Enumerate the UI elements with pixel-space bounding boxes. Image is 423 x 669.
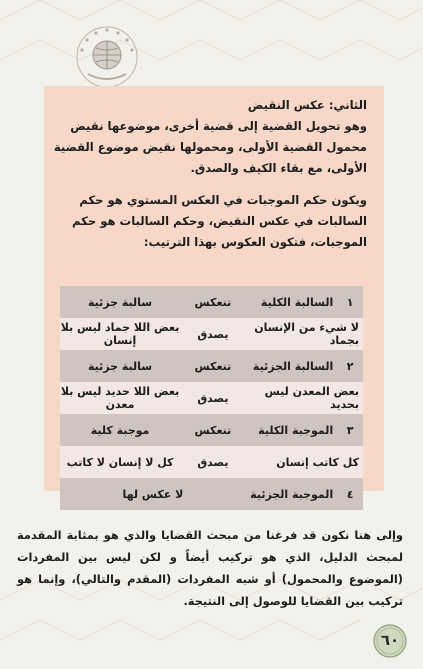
conversion-result: سالبة جزئية xyxy=(60,350,180,382)
contraposition-table xyxy=(60,286,363,510)
conversion-verb: تنعكس xyxy=(180,350,246,382)
table-row xyxy=(60,350,363,382)
table-row xyxy=(60,318,363,350)
validity-verb: يصدق xyxy=(180,318,246,350)
conversion-verb: تنعكس xyxy=(180,286,246,318)
table-row xyxy=(60,446,363,478)
page-number: ٦٠ xyxy=(380,631,400,649)
example-proposition: بعض المعدن ليس بحديد xyxy=(246,382,363,414)
example-result: بعض اللا جماد ليس بلا إنسان xyxy=(60,318,180,350)
example-proposition: كل كاتب إنسان xyxy=(246,446,363,478)
proposition-type: الموجبة الجزئية xyxy=(246,478,337,510)
validity-verb: يصدق xyxy=(180,382,246,414)
row-number: ١ xyxy=(337,286,363,318)
proposition-type: الموجبة الكلية xyxy=(246,414,337,446)
proposition-type: السالبة الكلية xyxy=(246,286,337,318)
table-row xyxy=(60,478,363,510)
conversion-verb: تنعكس xyxy=(180,414,246,446)
table-row xyxy=(60,382,363,414)
example-proposition: لا شيء من الإنسان بجماد xyxy=(246,318,363,350)
table-row xyxy=(60,286,363,318)
closing-paragraph: وإلى هنا نكون قد فرغنا من مبحث القضايا والذي هو بمثابة المقدمة لمبحث الدليل، الذي هو تركيب أيضاً و لكن ليس بين المفردات (الموضوع والمحمول) أو شبه المفردات (المقدم والتالي)، وإنما هو تركيب بين القضايا للوصول إلى النتيجة. xyxy=(17,528,403,608)
proposition-type: السالبة الجزئية xyxy=(246,350,337,382)
row-number: ٣ xyxy=(337,414,363,446)
no-conversion-note: لا عكس لها xyxy=(60,478,246,510)
definition-paragraph: وهو تحويل القضية إلى قضية أخرى، موضوعها نقيض محمول القضية الأولى، ومحمولها نقيض موضوع القضية الأولى، مع بقاء الكيف والصدق. xyxy=(53,119,367,175)
emblem-logo-icon xyxy=(72,22,142,92)
validity-verb: يصدق xyxy=(180,446,246,478)
rule-paragraph: ويكون حكم الموجبات في العكس المستوي هو حكم السالبات في عكس النقيض، وحكم السالبات هو حكم الموجبات، فتكون العكوس بهذا الترتيب: xyxy=(71,193,367,249)
table-row xyxy=(60,414,363,446)
conversion-result: موجبة كلية xyxy=(60,414,180,446)
conversion-result: سالبة جزئية xyxy=(60,286,180,318)
example-result: كل لا إنسان لا كاتب xyxy=(60,446,180,478)
row-number: ٤ xyxy=(337,478,363,510)
section-heading: الثاني: عكس النقيض xyxy=(247,98,367,112)
row-number: ٢ xyxy=(337,350,363,382)
example-result: بعض اللا حديد ليس بلا معدن xyxy=(60,382,180,414)
